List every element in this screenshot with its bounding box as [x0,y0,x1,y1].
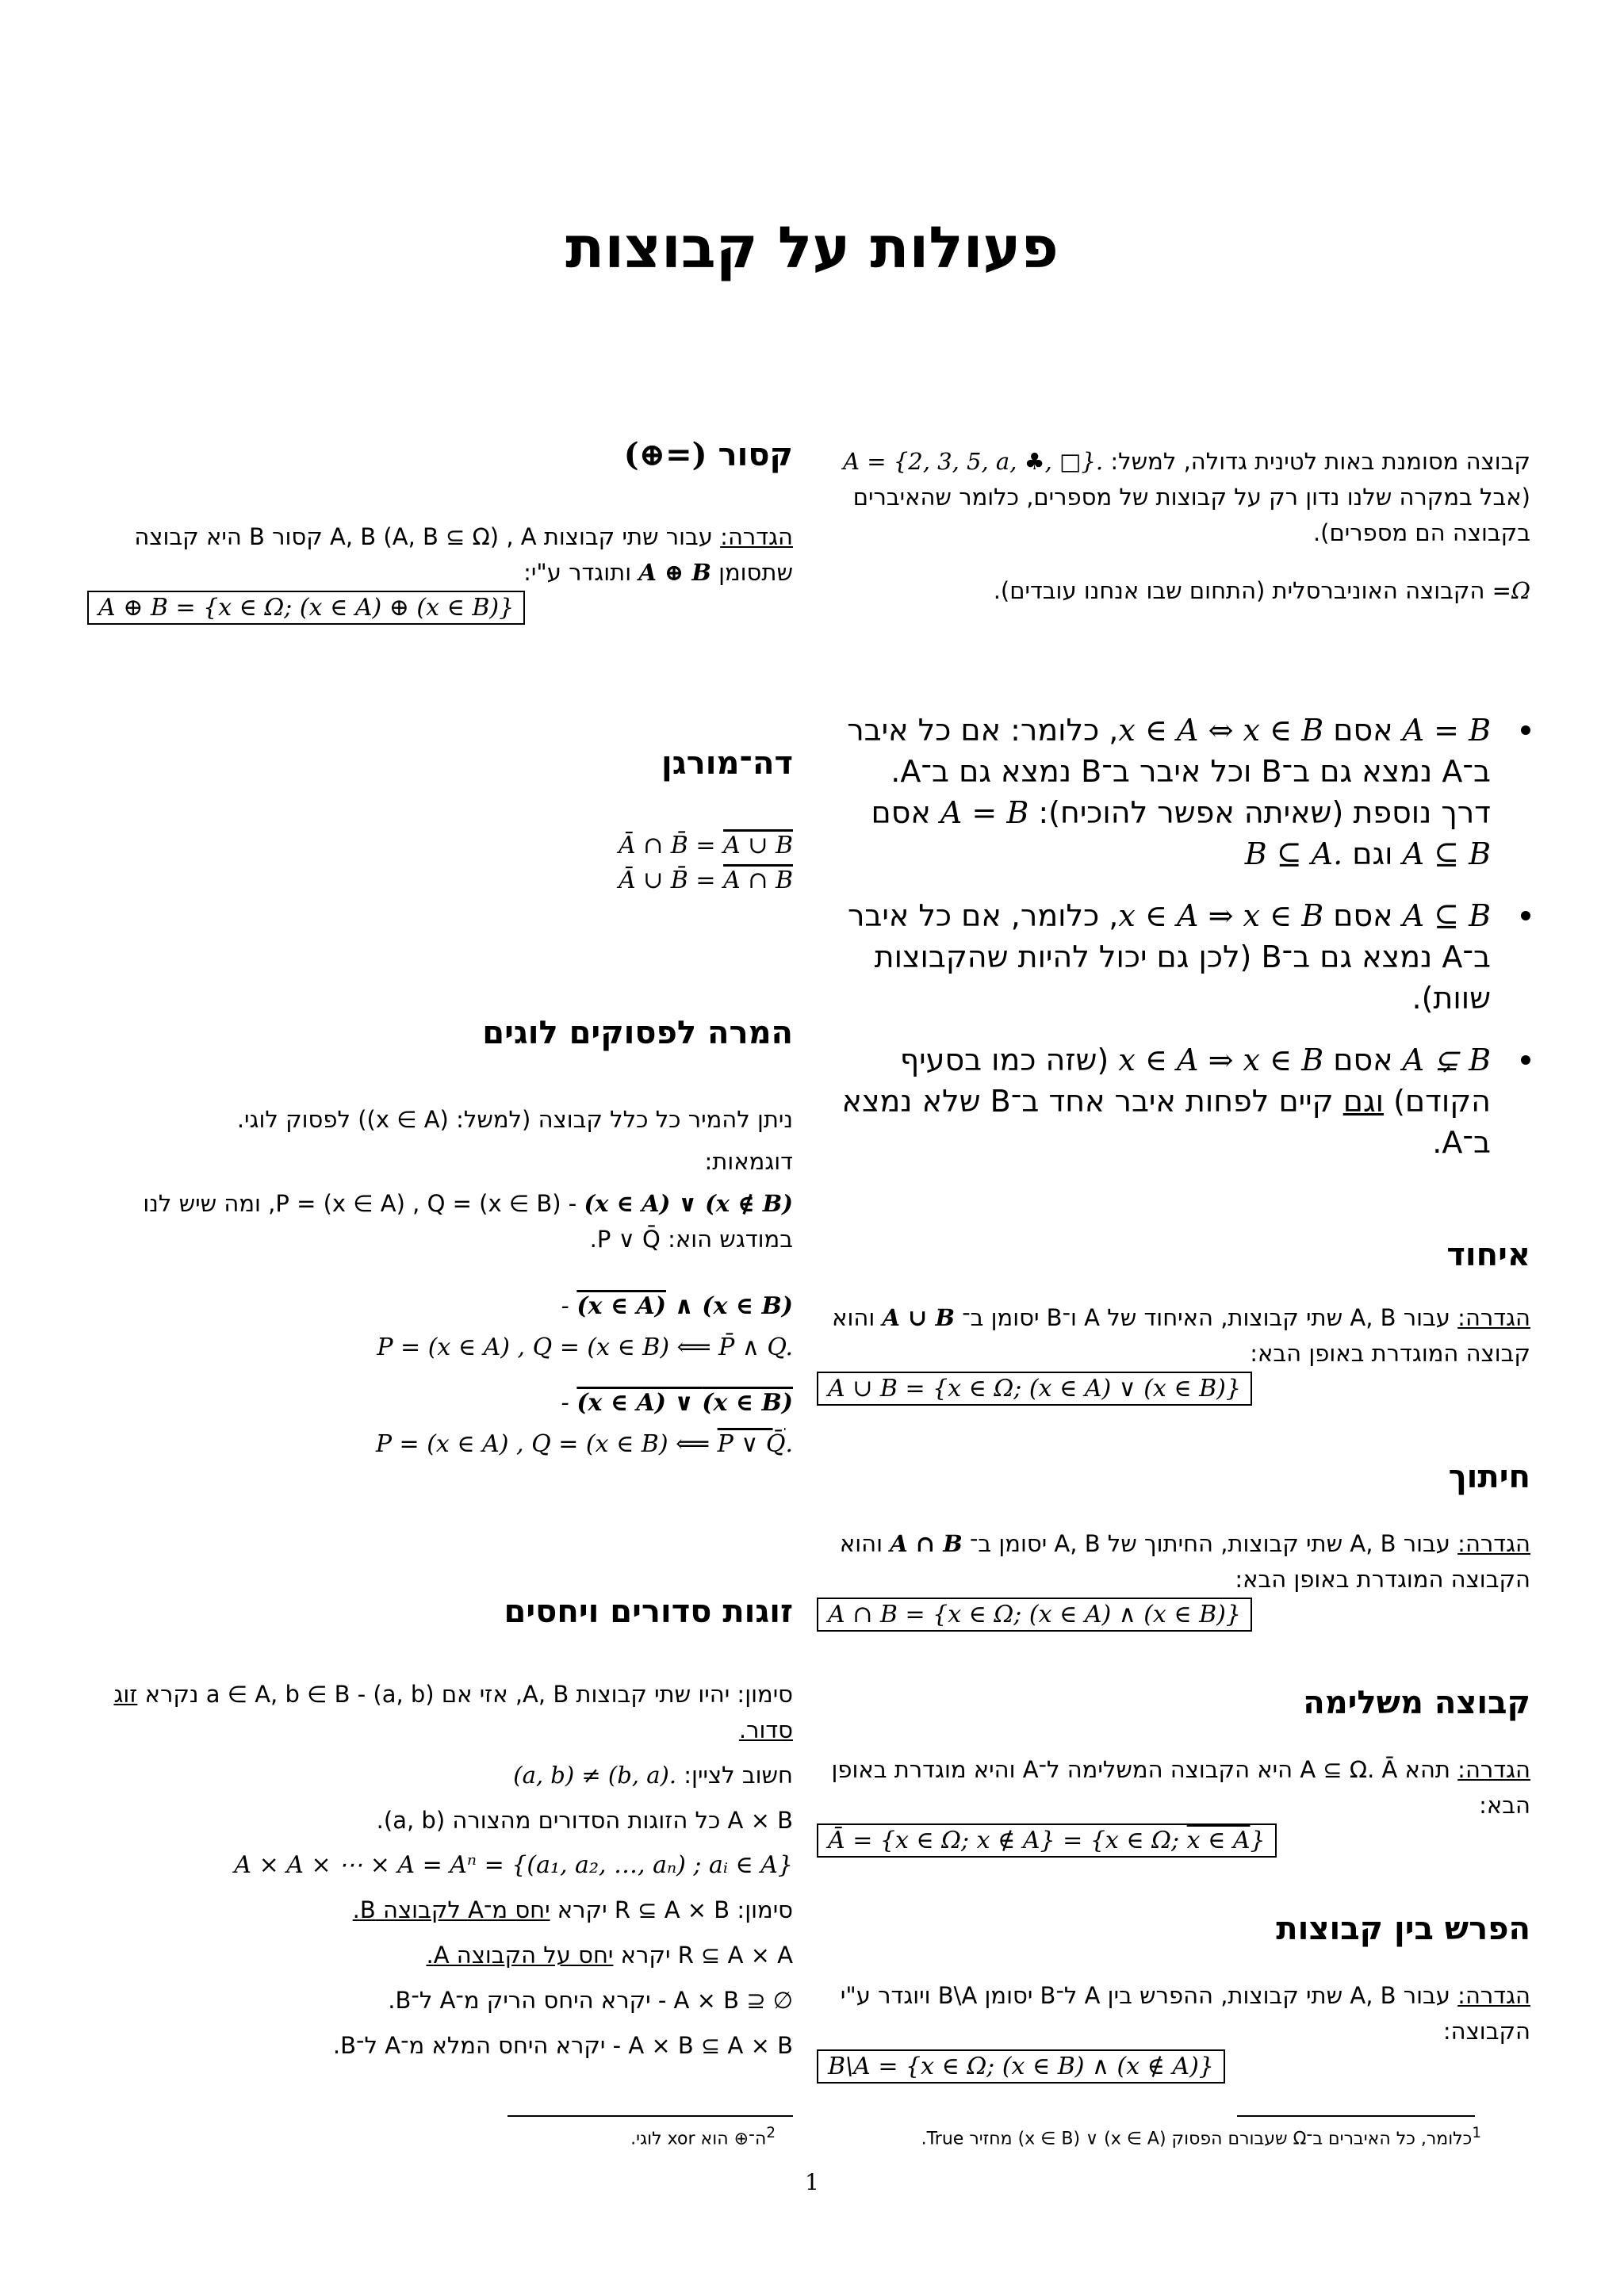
cartesian-power: A × A × ⋯ × A = Aⁿ = {(a₁, a₂, …, aₙ) ; aᵢ ∈ A} [234,1851,793,1879]
xor-definition [87,519,793,625]
pairs-notation: סימון: יהיו שתי קבוצות A, B, אזי אם a ∈ A, b ∈ B - (a, b) נקרא זוג סדור. [113,1681,793,1743]
definition-text: עבור A, B שתי קבוצות, ההפרש בין A ל־B יסומן B\A ויוגדר ע"י הקבוצה: [840,1982,1530,2045]
bullet-dot [1521,911,1530,920]
definition-text: והוא קבוצה המוגדרת באופן הבא: [832,1304,1530,1367]
union-heading: איחוד [1446,1237,1530,1273]
bullet-math: x ∈ A ⇒ x ∈ B [1118,1043,1324,1077]
cartesian-product: A × B כל הזוגות הסדורים מהצורה (a, b). [376,1807,793,1834]
footnote-2: $^2$ה־⊕ הוא xor לוגי. [630,2125,776,2149]
complement-formula: Ā = {x ∈ Ω; x ∉ A} = {x ∈ Ω; x ∈ A} [817,1823,1277,1858]
bullet-math: A ⊆ B [1402,898,1491,933]
bullet-text-underlined: וגם [1342,1084,1384,1119]
intro-line1: קבוצה מסומנת באות לטינית גדולה, למשל: [1110,448,1530,475]
demorgan-law-1: Ā ∩ B̄ = [618,832,724,859]
pairs-important: חשוב לציין: (a, b) ≠ (b, a). [513,1762,793,1789]
union-definition [817,1300,1530,1406]
bullet-equality [817,710,1530,874]
definitions-list [817,710,1530,1184]
logic-example-2-result: P = (x ∈ A) , Q = (x ∈ B) ⟸ P̄ ∧ Q. [377,1334,793,1361]
bullet-proper-subset [817,1039,1530,1163]
bullet-dot [1521,725,1530,735]
definition-label: הגדרה: [1457,1756,1530,1783]
logic-example-3-result: P = (x ∈ A) , Q = (x ∈ B) ⟸ P ∨ Q̄. [375,1430,793,1458]
intro-set-example: A = {2, 3, 5, a, ♣, □}. [843,448,1104,475]
demorgan-laws: Ā ∩ B̄ = A ∪ B Ā ∪ B̄ = A ∩ B [618,832,793,894]
page-number: 1 [805,2169,819,2195]
bullet-subset [817,895,1530,1019]
definition-label: הגדרה: [1457,1982,1530,2009]
definition-text: עבור שתי קבוצות A, B (A, B ⊆ Ω) , A קסור B היא קבוצה שתסומן [134,523,793,586]
demorgan-heading: דה־מורגן [661,745,793,782]
bullet-math: A = B [940,795,1029,830]
complement-heading: קבוצה משלימה [1303,1685,1530,1721]
logic-intro: ניתן להמיר כל כלל קבוצה (למשל: (x ∈ A)) לפסוק לוגי. [236,1106,793,1133]
omega-text: = הקבוצה האוניברסלית (התחום שבו אנחנו עובדים). [993,577,1511,604]
intersection-definition [817,1526,1530,1632]
footnote-rule-right [1237,2115,1475,2117]
intersection-heading: חיתוך [1448,1459,1530,1495]
difference-definition [817,1978,1530,2084]
intersection-formula: A ∩ B = {x ∈ Ω; (x ∈ A) ∧ (x ∈ B)} [817,1598,1252,1632]
bullet-text: אסם [1333,1043,1393,1077]
definition-text: תהא A ⊆ Ω. Ā היא הקבוצה המשלימה ל־A והיא מוגדרת באופן הבא: [831,1756,1530,1819]
union-formula: A ∪ B = {x ∈ Ω; (x ∈ A) ∨ (x ∈ B)} [817,1372,1252,1406]
pairs-section [87,1677,793,2064]
xor-symbol: A ⊕ B [638,559,711,586]
definition-label: הגדרה: [1457,1530,1530,1557]
logic-section [87,1102,793,1462]
definition-label: הגדרה: [1457,1304,1530,1331]
complement-definition [817,1752,1530,1858]
omega-symbol: Ω [1511,577,1530,604]
bullet-text: וגם [1352,836,1393,871]
bullet-math: x ∈ A ⇒ x ∈ B [1118,898,1324,933]
full-relation: A × B ⊆ A × B - יקרא היחס המלא מ־A ל־B. [332,2032,793,2059]
logic-heading: המרה לפסוקים לוגים [482,1015,793,1051]
examples-label: דוגמאות: [704,1148,793,1175]
intersection-symbol: A ∩ B [890,1530,963,1557]
intro-block [817,444,1530,609]
bullet-text: קיים לפחות איבר אחד ב־B שלא נמצא ב־A. [841,1084,1491,1160]
logic-example-1: (x ∈ A) ∨ (x ∉ B) - P = (x ∈ A) , Q = (x ∈ B), ומה שיש לנו במודגש הוא: P ∨ Q̄. [143,1190,793,1253]
footnote-rule-left [508,2115,793,2117]
definition-text: עבור A, B שתי קבוצות, האיחוד של A ו־B יסומן ב־ [962,1304,1450,1331]
definition-text: עבור A, B שתי קבוצות, החיתוך של A, B יסומן ב־ [969,1530,1450,1557]
logic-example-3: - (x ∈ A) ∨ (x ∈ B) [561,1389,793,1417]
bullet-math: A ⊊ B [1402,1043,1491,1077]
bullet-text: אסם [1333,898,1393,933]
bullet-math: A = B [1402,713,1491,748]
definition-text: ותוגדר ע"י: [523,559,632,586]
bullet-text: אסם [871,795,931,830]
difference-heading: הפרש בין קבוצות [1276,1911,1530,1947]
relation-on-set: R ⊆ A × A יקרא יחס על הקבוצה A. [426,1942,793,1969]
bullet-math: B ⊆ A. [1244,836,1343,871]
page-title: פעולות על קבוצות [565,214,1059,281]
xor-formula: A ⊕ B = {x ∈ Ω; (x ∈ A) ⊕ (x ∈ B)} [87,591,525,625]
bullet-text: , כלומר, אם כל איבר ב־A נמצא גם ב־B (לכן גם יכול להיות שהקבוצות שוות). [847,898,1491,1016]
bullet-text: (שזה כמו בסעיף הקודם) [899,1043,1491,1119]
definition-label: הגדרה: [720,523,793,550]
intro-line2: (אבל במקרה שלנו נדון רק על קבוצות של מספרים, כלומר שהאיברים בקבוצה הם מספרים). [852,484,1530,546]
bullet-text: דרך נוספת (שאיתה אפשר להוכיח): [1038,795,1491,830]
empty-relation: ∅ ⊆ A × B - יקרא היחס הריק מ־A ל־B. [388,1987,793,2014]
pairs-heading: זוגות סדורים ויחסים [504,1594,793,1630]
bullet-math: A ⊆ B [1402,836,1491,871]
union-symbol: A ∪ B [882,1304,955,1331]
definition-text: והוא הקבוצה המוגדרת באופן הבא: [839,1530,1530,1593]
bullet-dot [1521,1055,1530,1065]
bullet-text: אסם [1333,713,1393,748]
xor-heading: קסור (⊕=) [623,436,793,473]
bullet-text: , כלומר: אם כל איבר ב־A נמצא גם ב־B וכל איבר ב־B נמצא גם ב־A. [847,713,1491,789]
bullet-math: x ∈ A ⇔ x ∈ B [1118,713,1324,748]
difference-formula: B\A = {x ∈ Ω; (x ∈ B) ∧ (x ∉ A)} [817,2049,1225,2084]
footnote-1: $^1$כלומר, כל האיברים ב־Ω שעבורם הפסוק (x ∈ A) ∨ (x ∈ B) מחזיר True. [921,2125,1481,2149]
logic-example-2: - (x ∈ A) ∧ (x ∈ B) [561,1292,793,1320]
demorgan-law-2: Ā ∪ B̄ = [618,867,724,894]
relation-definition: סימון: R ⊆ A × B יקרא יחס מ־A לקבוצה B. [352,1896,793,1923]
